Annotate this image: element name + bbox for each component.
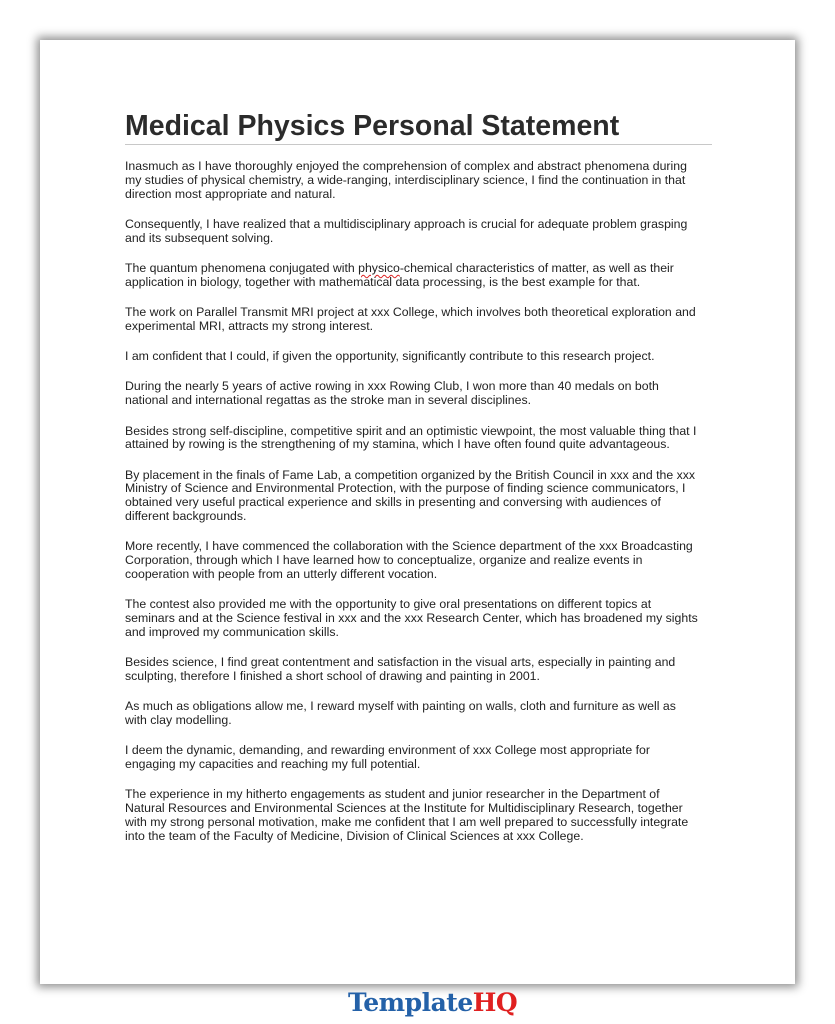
logo-text-hq: HQ <box>472 988 518 1017</box>
paragraph-line: and improved my communication skills. <box>125 624 339 639</box>
paragraph-line: More recently, I have commenced the collaboration with the Science department of the xxx Broadcasting <box>125 539 693 554</box>
paragraph-line: The quantum phenomena conjugated with physico-chemical characteristics of matter, as well as their <box>125 260 674 275</box>
paragraph-line: Besides science, I find great contentment and satisfaction in the visual arts, especially in painting and <box>125 655 676 670</box>
paragraph <box>125 656 725 684</box>
paragraph-line: By placement in the finals of Fame Lab, a competition organized by the British Council in xxx and the xxx <box>125 467 696 482</box>
paragraph <box>125 350 725 364</box>
document-page <box>40 40 795 984</box>
paragraph-line: obtained very useful practical experience and skills in presenting and conversing with audiences of <box>125 495 661 510</box>
paragraph-line: seminars and at the Science festival in xxx and the xxx Research Center, which has broadened my sights <box>125 611 698 626</box>
paragraph <box>125 598 725 639</box>
paragraph-line: my studies of physical chemistry, a wide-ranging, interdisciplinary science, I find the continuation in that <box>125 172 686 187</box>
paragraph-line: Besides strong self-discipline, competitive spirit and an optimistic viewpoint, the most valuable thing that I <box>125 423 697 438</box>
paragraph-line: Ministry of Science and Environmental Protection, with the purpose of finding science communicators, I <box>125 481 686 496</box>
paragraph <box>125 469 725 524</box>
paragraph-line: The experience in my hitherto engagements as student and junior researcher in the Department of <box>125 787 660 802</box>
paragraph-line: direction most appropriate and natural. <box>125 186 336 201</box>
paragraph-line: During the nearly 5 years of active rowing in xxx Rowing Club, I won more than 40 medals on both <box>125 379 659 394</box>
templatehq-logo <box>348 988 517 1017</box>
paragraph-line: sculpting, therefore I finished a short school of drawing and painting in 2001. <box>125 668 540 683</box>
paragraph <box>125 306 725 334</box>
paragraph-line: cooperation with people from an utterly different vocation. <box>125 566 438 581</box>
document-title: Medical Physics Personal Statement <box>125 110 620 142</box>
paragraph <box>125 218 725 246</box>
paragraph-line: engaging my capacities and reaching my full potential. <box>125 757 421 772</box>
logo-text-template: Template <box>348 988 473 1017</box>
document-body <box>125 160 725 860</box>
paragraph <box>125 744 725 772</box>
title-divider <box>125 144 712 145</box>
paragraph-line: I am confident that I could, if given the opportunity, significantly contribute to this research project. <box>125 349 655 364</box>
paragraph <box>125 380 725 408</box>
spellcheck-mark: physico <box>358 260 400 275</box>
paragraph-line: and its subsequent solving. <box>125 230 274 245</box>
paragraph-line: Consequently, I have realized that a multidisciplinary approach is crucial for adequate problem grasping <box>125 216 688 231</box>
paragraph-line: Inasmuch as I have thoroughly enjoyed the comprehension of complex and abstract phenomena during <box>125 159 687 173</box>
paragraph-line: attained by rowing is the strengthening of my stamina, which I have often found quite advantageous. <box>125 437 670 452</box>
paragraph-line: I deem the dynamic, demanding, and rewarding environment of xxx College most appropriate for <box>125 743 650 758</box>
paragraph <box>125 788 725 843</box>
paragraph-line: different backgrounds. <box>125 509 247 524</box>
paragraph-line: with clay modelling. <box>125 713 232 728</box>
paragraph-line: Natural Resources and Environmental Sciences at the Institute for Multidisciplinary Research, together <box>125 801 683 816</box>
paragraph <box>125 425 725 453</box>
paragraph-line: Corporation, through which I have learned how to conceptualize, organize and realize events in <box>125 553 643 568</box>
paragraph-line: with my strong personal motivation, make me confident that I am well prepared to successfully integrate <box>125 815 689 829</box>
paragraph <box>125 540 725 581</box>
paragraph-line: application in biology, together with mathematical data processing, is the best example for that. <box>125 274 641 289</box>
paragraph <box>125 700 725 728</box>
paragraph-line: experimental MRI, attracts my strong interest. <box>125 318 374 333</box>
paragraph-line: The contest also provided me with the opportunity to give oral presentations on different topics at <box>125 597 652 612</box>
paragraph-line: As much as obligations allow me, I reward myself with painting on walls, cloth and furniture as well as <box>125 699 676 714</box>
paragraph <box>125 160 725 201</box>
paragraph-line: The work on Parallel Transmit MRI project at xxx College, which involves both theoretical exploration and <box>125 305 696 320</box>
paragraph-line: national and international regattas as the stroke man in several disciplines. <box>125 393 532 408</box>
paragraph <box>125 262 725 290</box>
paragraph-line: into the team of the Faculty of Medicine, Division of Clinical Sciences at xxx College. <box>125 828 584 843</box>
